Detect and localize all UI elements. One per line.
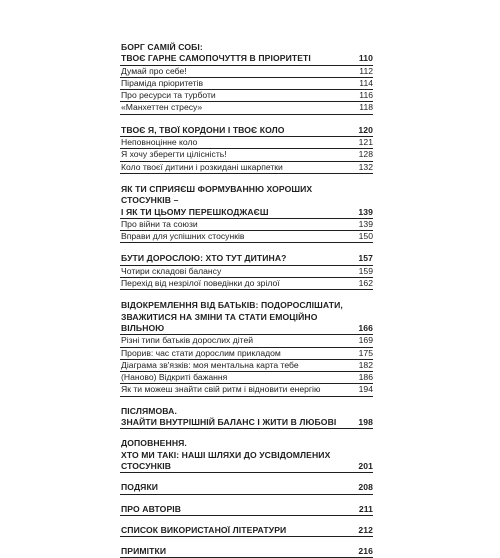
toc-heading-line: ПРИМІТКИ xyxy=(121,546,167,557)
toc-section-stosunky xyxy=(120,184,373,243)
toc-entry[interactable] xyxy=(120,161,373,173)
toc-page-number: 162 xyxy=(358,278,373,289)
toc-heading[interactable] xyxy=(120,184,373,218)
section-gap xyxy=(120,397,373,406)
toc-page-number: 157 xyxy=(358,253,373,264)
toc-entry-title: Чотири складові балансу xyxy=(121,265,222,276)
toc-heading-line: ВІДОКРЕМЛЕННЯ ВІД БАТЬКІВ: ПОДОРОСЛІШАТИ, xyxy=(121,300,343,311)
toc-heading-line: ЯК ТИ СПРИЯЄШ ФОРМУВАННЮ ХОРОШИХ СТОСУНКІВ – xyxy=(121,183,313,206)
toc-entry[interactable] xyxy=(120,65,373,77)
toc-heading-title xyxy=(121,300,356,334)
toc-heading-line: ТВОЄ Я, ТВОЇ КОРДОНИ І ТВОЄ КОЛО xyxy=(121,124,285,135)
toc-entry-title: Як ти можеш знайти свій ритм і відновити енергію xyxy=(121,384,321,395)
toc-entry[interactable] xyxy=(120,334,373,346)
toc-entry-title: (Наново) Відкриті бажання xyxy=(121,372,228,383)
toc-heading-title xyxy=(121,525,356,536)
toc-entry-title: Я хочу зберегти цілісність! xyxy=(121,149,227,160)
toc-entry[interactable] xyxy=(120,89,373,101)
toc-page-number: 112 xyxy=(359,65,373,76)
toc-heading-line: І ЯК ТИ ЦЬОМУ ПЕРЕШКОДЖАЄШ xyxy=(121,206,269,217)
section-gap xyxy=(120,495,373,504)
toc-heading[interactable] xyxy=(120,300,373,334)
toc-entry-title: Про ресурси та турботи xyxy=(121,90,216,101)
toc-entry[interactable] xyxy=(120,101,373,113)
toc-entry[interactable] xyxy=(120,148,373,160)
toc-heading[interactable] xyxy=(120,253,373,264)
toc-section-borg xyxy=(120,42,373,115)
toc-heading-line: ДОПОВНЕННЯ. xyxy=(121,438,187,449)
toc-entry[interactable] xyxy=(120,136,373,148)
toc-heading-line: ТВОЄ ГАРНЕ САМОПОЧУТТЯ В ПРІОРИТЕТІ xyxy=(121,53,311,64)
section-gap xyxy=(120,429,373,438)
toc-page-number: 150 xyxy=(358,231,373,242)
toc-page-number: 139 xyxy=(358,218,373,229)
toc-page-number: 182 xyxy=(358,359,373,370)
toc-heading-title xyxy=(121,184,356,218)
toc-entry[interactable] xyxy=(120,277,373,289)
toc-entry[interactable] xyxy=(120,383,373,395)
toc-page-number: 139 xyxy=(358,206,373,217)
toc-heading-title xyxy=(121,482,356,493)
toc-entry-title: Неповноцінне коло xyxy=(121,137,198,148)
toc-entry[interactable] xyxy=(120,359,373,371)
toc-section-podiaky xyxy=(120,482,373,494)
toc-entry-title: Перехід від незрілої поведінки до зрілої xyxy=(121,278,280,289)
toc-heading-line: ЗНАЙТИ ВНУТРІШНІЙ БАЛАНС І ЖИТИ В ЛЮБОВІ xyxy=(121,417,337,428)
toc-heading-title xyxy=(121,406,356,429)
toc-page-number: 175 xyxy=(358,347,373,358)
toc-heading-line: СПИСОК ВИКОРИСТАНОЇ ЛІТЕРАТУРИ xyxy=(121,524,287,535)
toc-heading-title xyxy=(121,253,356,264)
toc-heading-line: ЗВАЖИТИСЯ НА ЗМІНИ ТА СТАТИ ЕМОЦІЙНО ВІЛЬНОЮ xyxy=(121,311,318,333)
toc-page-number: 186 xyxy=(358,372,373,383)
toc-entry[interactable] xyxy=(120,347,373,359)
toc-page-number: 132 xyxy=(358,161,373,172)
section-gap xyxy=(120,537,373,546)
section-gap xyxy=(120,243,373,253)
toc-entry-title: Думай про себе! xyxy=(121,65,187,76)
toc-heading[interactable] xyxy=(120,525,373,536)
toc-heading-line: ПІСЛЯМОВА. xyxy=(121,405,177,416)
toc-heading[interactable] xyxy=(120,504,373,515)
toc-page-number: 194 xyxy=(358,384,373,395)
toc-entry-title: Про війни та союзи xyxy=(121,218,198,229)
toc-page-number: 212 xyxy=(358,524,373,535)
toc-heading-line: БОРГ САМІЙ СОБІ: xyxy=(121,42,203,52)
toc-heading-line: ПРО АВТОРІВ xyxy=(121,503,182,514)
toc-heading[interactable] xyxy=(120,406,373,429)
toc-page-number: 208 xyxy=(358,482,373,493)
section-gap xyxy=(120,290,373,300)
toc-section-pisliamova xyxy=(120,406,373,430)
toc-heading-line: БУТИ ДОРОСЛОЮ: ХТО ТУТ ДИТИНА? xyxy=(121,253,287,264)
section-gap xyxy=(120,174,373,184)
toc-entry-title: Піраміда пріоритетів xyxy=(121,77,204,88)
toc-entry-title: Прорив: час стати дорослим прикладом xyxy=(121,347,281,358)
toc-section-avtory xyxy=(120,504,373,516)
toc-section-kordony xyxy=(120,125,373,174)
toc-page-number: 159 xyxy=(358,265,373,276)
toc-heading-title xyxy=(121,42,357,65)
section-gap xyxy=(120,115,373,125)
section-gap xyxy=(120,516,373,525)
toc-page-number: 166 xyxy=(358,322,373,333)
toc-entry-title: Вправи для успішних стосунків xyxy=(121,231,245,242)
toc-page-number: 128 xyxy=(358,149,373,160)
toc-heading[interactable] xyxy=(120,482,373,493)
toc-heading-line: ХТО МИ ТАКІ: НАШІ ШЛЯХИ ДО УСВІДОМЛЕНИХ СТОСУНКІВ xyxy=(121,449,331,471)
toc-page-number: 198 xyxy=(358,417,373,428)
toc-page-number: 169 xyxy=(358,335,373,346)
section-gap xyxy=(120,473,373,482)
toc-page-number: 110 xyxy=(358,53,373,64)
toc-heading-title xyxy=(121,125,356,136)
table-of-contents xyxy=(120,42,373,558)
toc-entry[interactable] xyxy=(120,265,373,277)
toc-page-number: 120 xyxy=(358,124,373,135)
toc-entry[interactable] xyxy=(120,230,373,242)
toc-entry-title: Коло твоєї дитини і розкидані шкарпетки xyxy=(121,161,283,172)
toc-entry[interactable] xyxy=(120,371,373,383)
toc-heading-title xyxy=(121,546,356,557)
toc-page-number: 121 xyxy=(358,137,373,148)
toc-entry-title: «Манхеттен стресу» xyxy=(121,102,203,113)
toc-heading[interactable] xyxy=(120,42,373,65)
toc-section-dopovnennia xyxy=(120,438,373,473)
toc-heading[interactable] xyxy=(120,125,373,136)
toc-entry-title: Різні типи батьків дорослих дітей xyxy=(121,335,254,346)
toc-page-number: 116 xyxy=(359,90,373,101)
toc-entry[interactable] xyxy=(120,77,373,89)
toc-section-literatura xyxy=(120,525,373,537)
toc-page-number: 118 xyxy=(359,102,373,113)
toc-page-number: 211 xyxy=(358,503,373,514)
toc-section-vidokremlennia xyxy=(120,300,373,396)
toc-section-doroslyi xyxy=(120,253,373,290)
toc-page-number: 114 xyxy=(359,77,373,88)
toc-section-prymitky xyxy=(120,546,373,558)
toc-heading-title xyxy=(121,438,356,472)
toc-entry-title: Діаграма зв'язків: моя ментальна карта тебе xyxy=(121,359,299,370)
toc-page-number: 201 xyxy=(358,460,373,471)
toc-heading-title xyxy=(121,504,357,515)
toc-entry[interactable] xyxy=(120,218,373,230)
toc-page-number: 216 xyxy=(358,546,373,557)
toc-heading[interactable] xyxy=(120,546,373,557)
toc-heading[interactable] xyxy=(120,438,373,472)
toc-heading-line: ПОДЯКИ xyxy=(121,482,159,493)
